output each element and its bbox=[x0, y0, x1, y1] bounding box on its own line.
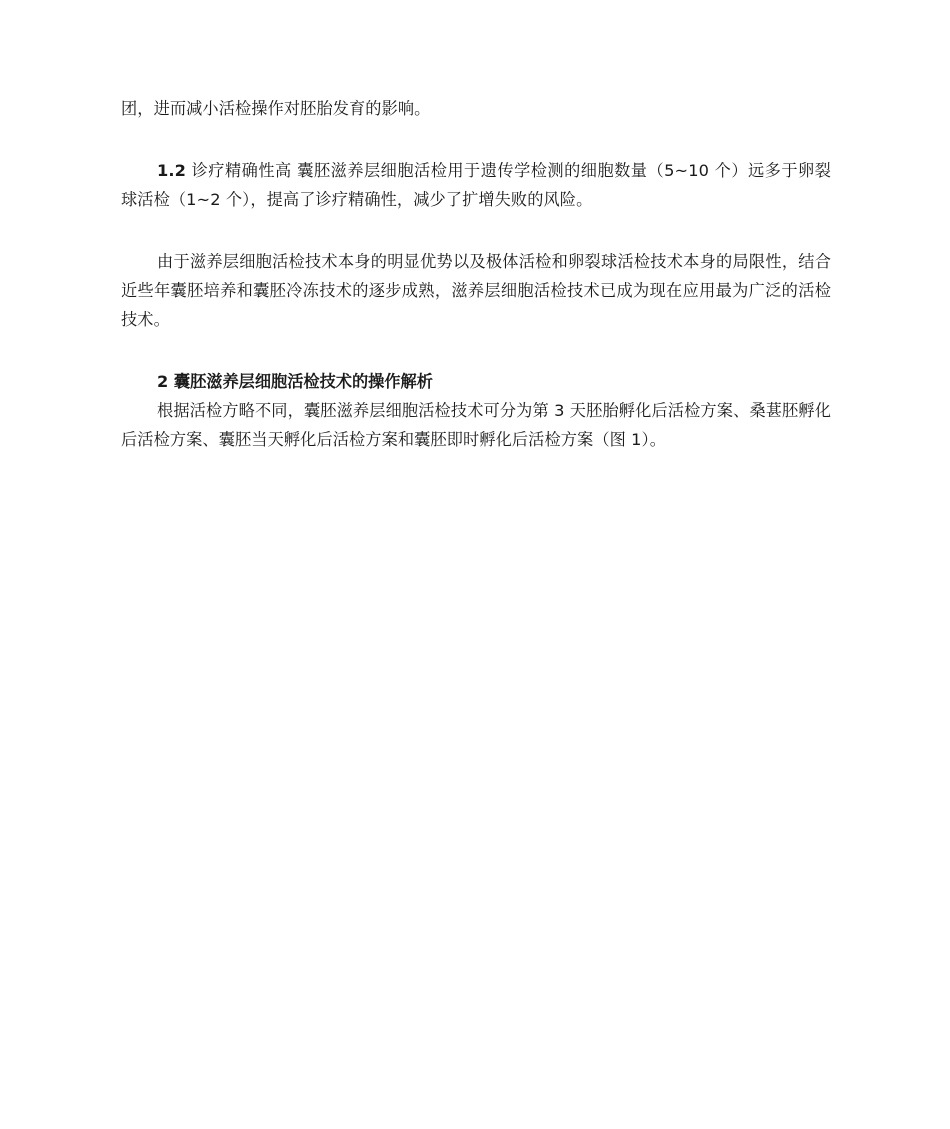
subsection-title: 诊疗精确性高 bbox=[185, 161, 292, 180]
subsection-paragraph bbox=[121, 156, 831, 214]
document-body bbox=[121, 94, 831, 454]
subsection-body: 囊胚滋养层细胞活检用于遗传学检测的细胞数量（5~10 个）远多于卵裂球活检（1~2 个），提高了诊疗精确性，减少了扩增失败的风险。 bbox=[121, 161, 831, 209]
subsection-number: 1.2 bbox=[157, 161, 186, 180]
paragraph-continuation: 团，进而减小活检操作对胚胎发育的影响。 bbox=[121, 99, 431, 118]
paragraph-section2: 根据活检方略不同，囊胚滋养层细胞活检技术可分为第 3 天胚胎孵化后活检方案、桑葚胚孵化后活检方案、囊胚当天孵化后活检方案和囊胚即时孵化后活检方案（图 1）。 bbox=[121, 401, 831, 449]
paragraph-summary: 由于滋养层细胞活检技术本身的明显优势以及极体活检和卵裂球活检技术本身的局限性，结合近些年囊胚培养和囊胚冷冻技术的逐步成熟，滋养层细胞活检技术已成为现在应用最为广泛的活检技术。 bbox=[121, 252, 831, 329]
section-heading: 2 囊胚滋养层细胞活检技术的操作解析 bbox=[157, 372, 433, 391]
